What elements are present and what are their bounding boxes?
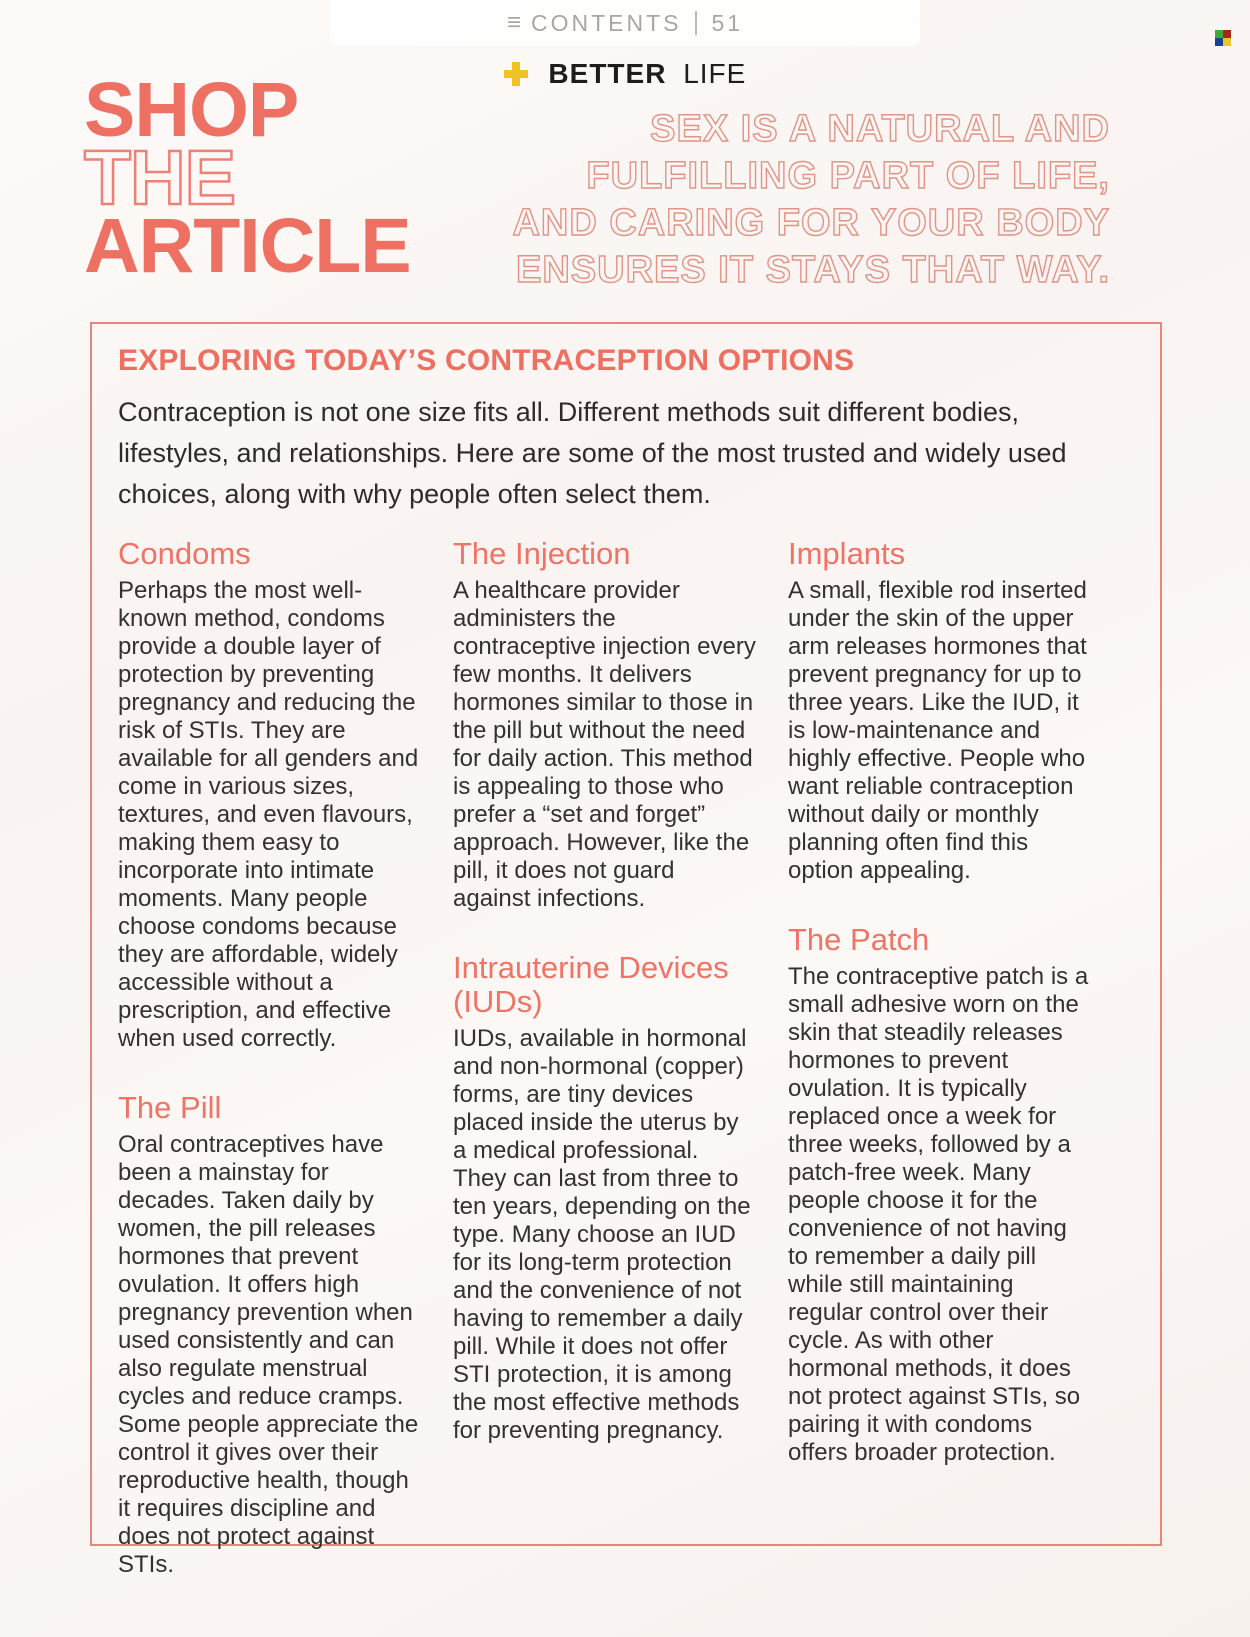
shop-the-article-link[interactable] [84, 67, 411, 289]
pull-quote [512, 106, 1110, 294]
pull-quote-line: AND CARING FOR YOUR BODY [512, 202, 1110, 244]
section-heading: Condoms [118, 536, 251, 571]
article-columns [118, 537, 1134, 1617]
shop-heading-line: ARTICLE [84, 203, 411, 289]
column-1 [118, 537, 423, 1617]
section-heading: The Injection [453, 536, 631, 571]
four-color-grid-icon [1215, 30, 1231, 46]
section-iuds [453, 951, 758, 1445]
pull-quote-line: FULFILLING PART OF LIFE, [586, 155, 1110, 197]
column-2 [453, 537, 758, 1617]
article-title: EXPLORING TODAY’S CONTRACEPTION OPTIONS [118, 344, 855, 377]
section-body: A healthcare provider administers the contraceptive injection every few months. It delivers hormones similar to those in the pill but without the need for daily action. This method is appealing to those who prefer a “set and forget” approach. However, like the pill, it does not guard against infections. [453, 577, 756, 912]
section-heading: Intrauterine Devices (IUDs) [453, 950, 729, 1019]
pull-quote-line: ENSURES IT STAYS THAT WAY. [516, 249, 1110, 291]
contents-nav-button[interactable] [330, 0, 920, 46]
section-implants [788, 537, 1093, 885]
plus-icon [504, 62, 528, 86]
section-the-patch [788, 923, 1093, 1467]
section-body: Perhaps the most well-known method, condoms provide a double layer of protection by preventing pregnancy and reducing the risk of STIs. They are available for all genders and come in various sizes, textures, and even flavours, making them easy to incorporate into intimate moments. Many people choose condoms because they are affordable, widely accessible without a prescription, and effective when used correctly. [118, 577, 419, 1052]
menu-icon: ≡ [506, 9, 521, 36]
section-heading: The Pill [118, 1090, 222, 1125]
article-panel [90, 322, 1162, 1578]
section-body: Oral contraceptives have been a mainstay for decades. Taken daily by women, the pill releases hormones that prevent ovulation. It offers high pregnancy prevention when used consistently and can also regulate menstrual cycles and reduce cramps. Some people appreciate the control it gives over their reproductive health, though it requires discipline and does not protect against STIs. [118, 1131, 419, 1578]
section-heading: Implants [788, 536, 906, 571]
pull-quote-line: SEX IS A NATURAL AND [650, 108, 1110, 150]
section-condoms [118, 537, 423, 1053]
shop-heading-line: SHOP [84, 67, 299, 153]
shop-heading-line-outlined: THE [84, 135, 235, 221]
section-body: The contraceptive patch is a small adhesive worn on the skin that steadily releases hormones to prevent ovulation. It is typically replaced once a week for three weeks, followed by a patch-free week. Many people choose it for the convenience of not having to remember a daily pill while still maintaining regular control over their cycle. As with other hormonal methods, it does not protect against STIs, so pairing it with condoms offers broader protection. [788, 963, 1089, 1466]
section-badge [0, 58, 1250, 90]
divider [695, 11, 697, 35]
badge-word-bold: BETTER [548, 58, 667, 89]
badge-word-light: LIFE [683, 58, 747, 89]
section-body: A small, flexible rod inserted under the skin of the upper arm releases hormones that prevent pregnancy for up to three years. Like the IUD, it is low-maintenance and highly effective. People who want reliable contraception without daily or monthly planning often find this option appealing. [788, 577, 1087, 884]
article-intro: Contraception is not one size fits all. Different methods suit different bodies, lifestyles, and relationships. Here are some of the most trusted and widely used choices, along with why people often select them. [118, 397, 1067, 509]
section-heading: The Patch [788, 922, 930, 957]
contents-label: CONTENTS [530, 9, 682, 36]
section-body: IUDs, available in hormonal and non-hormonal (copper) forms, are tiny devices placed inside the uterus by a medical professional. They can last from three to ten years, depending on the type. Many choose an IUD for its long-term protection and the convenience of not having to remember a daily pill. While it does not offer STI protection, it is among the most effective methods for preventing pregnancy. [453, 1025, 751, 1444]
page-number: 51 [711, 9, 744, 36]
column-3 [788, 537, 1093, 1617]
section-the-pill [118, 1091, 423, 1579]
section-the-injection [453, 537, 758, 913]
